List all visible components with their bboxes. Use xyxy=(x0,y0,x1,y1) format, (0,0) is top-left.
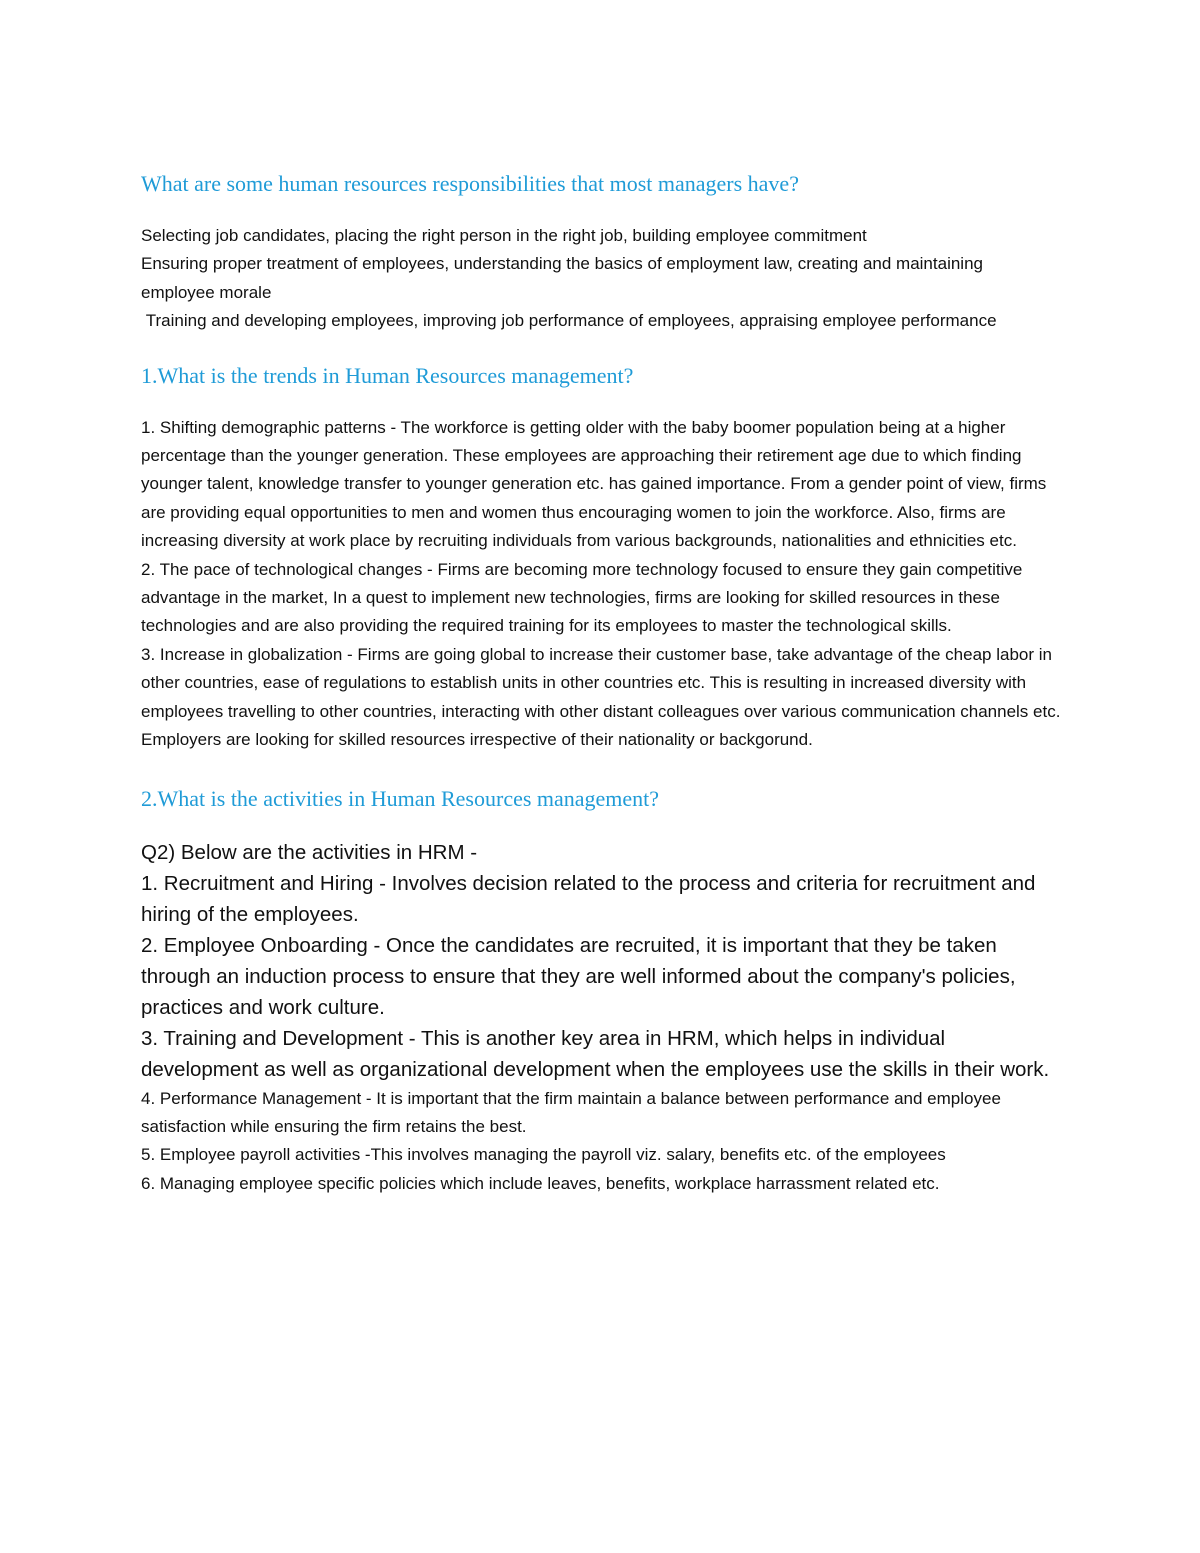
list-item: 1. Recruitment and Hiring - Involves decision related to the process and criteria for recruitment and hiring of the employees. xyxy=(141,871,1036,926)
heading-hr-trends: 1.What is the trends in Human Resources management? xyxy=(141,362,634,388)
hr-activities-list xyxy=(141,837,1061,1199)
list-item: 5. Employee payroll activities -This involves managing the payroll viz. salary, benefits etc. of the employees xyxy=(141,1145,946,1165)
paragraph-line: Training and developing employees, improving job performance of employees, appraising employee performance xyxy=(141,311,997,331)
list-item: 4. Performance Management - It is important that the firm maintain a balance between performance and employee satisfaction while ensuring the firm retains the best. xyxy=(141,1088,1001,1136)
document-page xyxy=(141,168,1061,1198)
list-item: 3. Training and Development - This is another key area in HRM, which helps in individual development as well as organizational development when the employees use the skills in their work. xyxy=(141,1026,1050,1081)
activities-small-items xyxy=(141,1085,1061,1199)
list-item: 1. Shifting demographic patterns - The workforce is getting older with the baby boomer population being at a higher percentage than the younger generation. These employees are approaching their retirement age due to which finding younger talent, knowledge transfer to younger generation etc. has gained importance. From a gender point of view, firms are providing equal opportunities to men and women thus encouraging women to join the workforce. Also, firms are increasing diversity at work place by recruiting individuals from various backgrounds, nationalities and ethnicities etc. xyxy=(141,417,1047,551)
list-item: 2. The pace of technological changes - Firms are becoming more technology focused to ensure they gain competitive advantage in the market, In a quest to implement new technologies, firms are looking for skilled resources in these technologies and are also providing the required training for its employees to master the technological skills. xyxy=(141,559,1023,636)
paragraph-line: Ensuring proper treatment of employees, understanding the basics of employment law, creating and maintaining employee morale xyxy=(141,254,983,302)
hr-trends-list xyxy=(141,414,1061,755)
heading-hr-responsibilities: What are some human resources responsibilities that most managers have? xyxy=(141,171,799,196)
list-item: 3. Increase in globalization - Firms are going global to increase their customer base, take advantage of the cheap labor in other countries, ease of regulations to establish units in other countries etc. This is resulting in increased diversity with employees travelling to other countries, interacting with other distant colleagues over various communication channels etc. Employers are looking for skilled resources irrespective of their nationality or backgorund. xyxy=(141,644,1061,750)
heading-hr-activities: 2.What is the activities in Human Resources management? xyxy=(141,785,660,811)
paragraph-line: Selecting job candidates, placing the right person in the right job, building employee commitment xyxy=(141,226,867,245)
list-item: 6. Managing employee specific policies which include leaves, benefits, workplace harrassment related etc. xyxy=(141,1173,940,1193)
activities-large-items xyxy=(141,837,1061,1085)
list-item: 2. Employee Onboarding - Once the candidates are recruited, it is important that they be taken through an induction process to ensure that they are well informed about the company's policies, practices and work culture. xyxy=(141,933,1016,1019)
activities-intro: Q2) Below are the activities in HRM - xyxy=(141,840,478,864)
hr-responsibilities-text xyxy=(141,222,1061,336)
